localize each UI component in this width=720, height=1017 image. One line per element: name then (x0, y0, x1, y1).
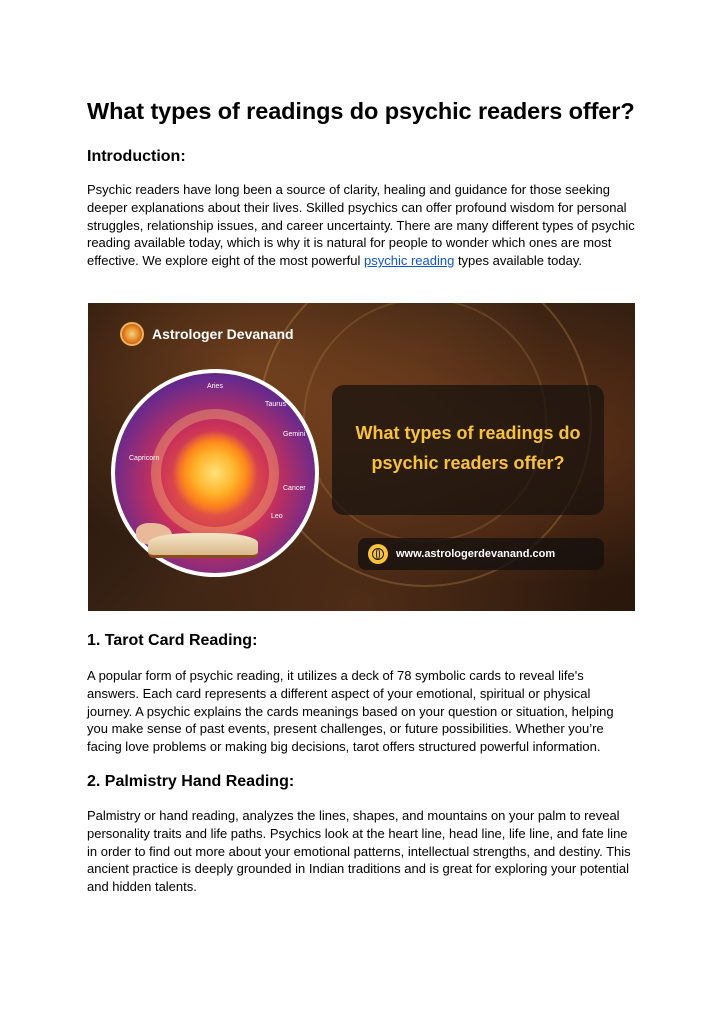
globe-icon (368, 544, 388, 564)
logo-icon (120, 322, 144, 346)
psychic-reading-link[interactable]: psychic reading (364, 253, 455, 269)
section-2-heading: 2. Palmistry Hand Reading: (87, 773, 295, 790)
banner-url-text: www.astrologerdevanand.com (396, 548, 556, 560)
book-illustration (148, 533, 258, 558)
zodiac-label: Leo (271, 513, 283, 520)
intro-heading: Introduction: (87, 148, 186, 165)
banner-headline-line-1: What types of readings do (355, 423, 581, 443)
banner-url (358, 538, 604, 570)
zodiac-label: Capricorn (129, 455, 160, 462)
intro-text-1: Psychic readers have long been a source of clarity, healing and guidance for those seeking deeper explanations about their lives. Skilled psychics can offer profound wisdom for personal struggles, relationship issues, and career uncertainty. There are many different types of psychic reading available today, which is why it is natural for people to wonder which ones are most effective. We explore eight of the most powerful (87, 182, 635, 269)
brand (120, 322, 294, 346)
page-title: What types of readings do psychic readers offer? (87, 98, 635, 124)
section-1-heading: 1. Tarot Card Reading: (87, 632, 258, 649)
zodiac-label: Cancer (283, 485, 306, 492)
brand-name: Astrologer Devanand (152, 326, 294, 342)
zodiac-band (151, 409, 279, 537)
zodiac-label: Taurus (265, 401, 287, 408)
banner-image (88, 303, 635, 611)
intro-text-2: types available today. (454, 253, 582, 269)
section-1-paragraph: A popular form of psychic reading, it utilizes a deck of 78 symbolic cards to reveal life's answers. Each card represents a different aspect of your emotional, spiritual or physical journey. A psychic explains the cards meanings based on your question or situation, helping you make sense of past events, present challenges, or future possibilities. Whether you’re facing love problems or making big decisions, tarot offers structured powerful information. (87, 668, 614, 755)
intro-paragraph (87, 181, 635, 270)
banner-title-box (332, 385, 604, 515)
zodiac-label: Gemini (283, 431, 306, 438)
zodiac-label: Aries (207, 383, 223, 390)
banner-headline-line-2: psychic readers offer? (371, 453, 565, 473)
section-2-paragraph: Palmistry or hand reading, analyzes the lines, shapes, and mountains on your palm to reveal personality traits and life paths. Psychics look at the heart line, head line, life line, and fate line in order to find out more about your emotional patterns, intellectual strengths, and destiny. This ancient practice is deeply grounded in Indian traditions and is great for exploring your potential and hidden talents. (87, 808, 631, 895)
